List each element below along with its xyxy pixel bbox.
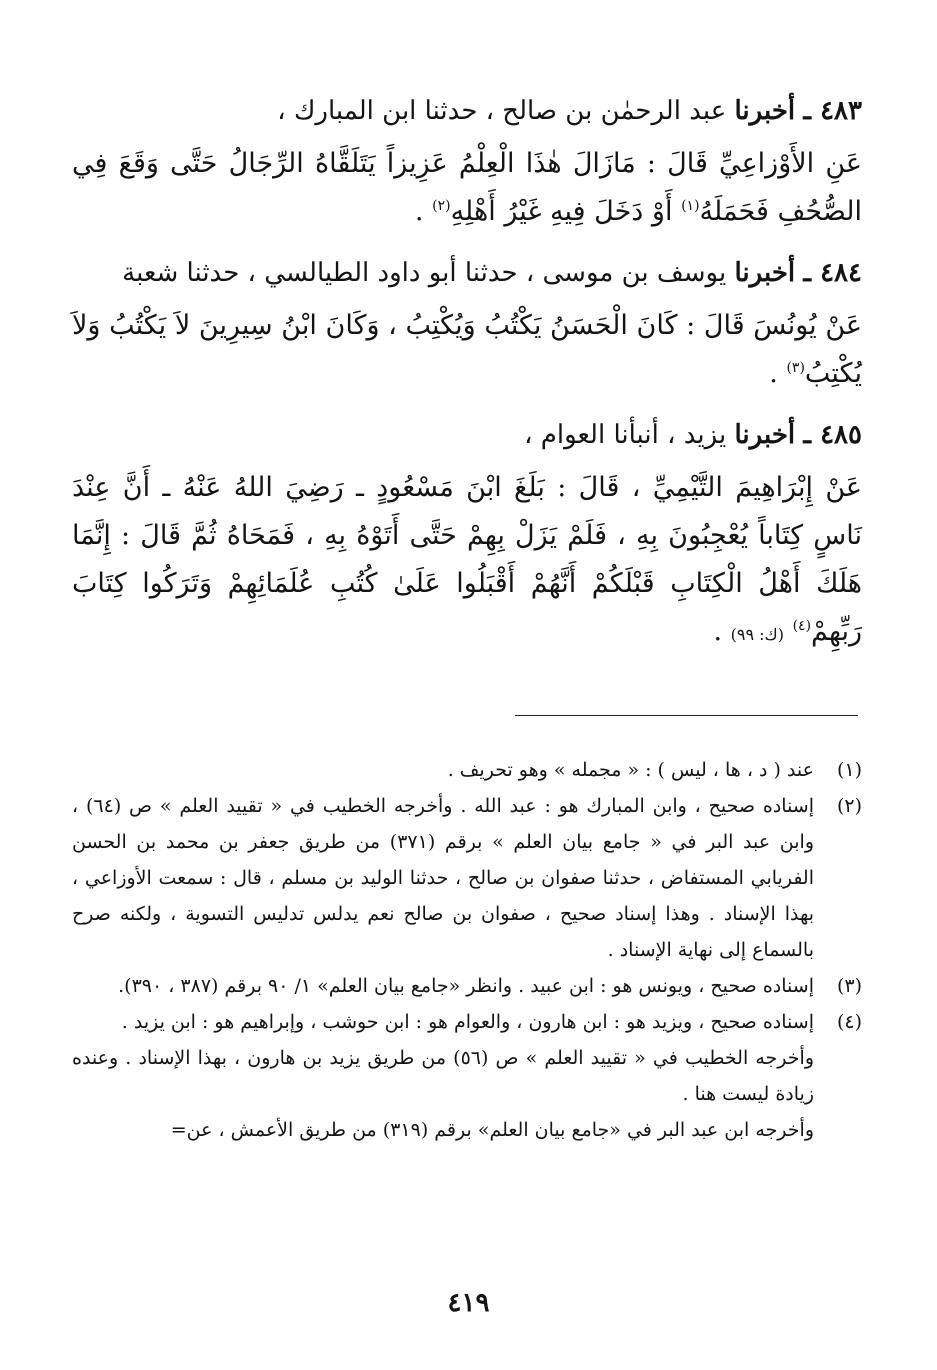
- footnote-text: عند ( د ، ها ، ليس ) : « مجمله » وهو تحريف .: [447, 759, 814, 781]
- matn: [72, 464, 862, 659]
- isnad: [72, 250, 862, 296]
- isnad-text: يزيد ، أنبأنا العوام ،: [524, 420, 727, 450]
- footnotes: [72, 752, 862, 1148]
- hadith-483: [72, 88, 862, 236]
- akhbarana-label: أخبرنا: [734, 258, 796, 288]
- footnote-2: [72, 788, 862, 968]
- akhbarana-label: أخبرنا: [734, 96, 796, 126]
- footnote-number: (٣): [836, 975, 862, 997]
- page-number: ٤١٩: [447, 1288, 490, 1318]
- matn: [72, 140, 862, 236]
- footnote-divider: [515, 715, 858, 716]
- footnote-text: وأخرجه ابن عبد البر في «جامع بيان العلم» برقم (٣١٩) من طريق الأعمش ، عن=: [170, 1119, 814, 1141]
- footnote-number: (٢): [836, 795, 862, 817]
- akhbarana-label: أخبرنا: [734, 420, 796, 450]
- isnad-text: عبد الرحمٰن بن صالح ، حدثنا ابن المبارك ،: [277, 96, 727, 126]
- footnote-marker[interactable]: (٣): [786, 360, 805, 376]
- matn-end: .: [769, 358, 778, 389]
- matn-text: عَنْ يُونُسَ قَالَ : كَانَ الْحَسَنُ يَكْتُبُ وَيُكْتِبُ ، وَكَانَ ابْنُ سِيرِينَ لاَ يَكْتُبُ وَلاَ يُكْتِبُ: [72, 310, 862, 389]
- footnote-marker[interactable]: (١): [681, 198, 700, 214]
- isnad: [72, 412, 862, 458]
- footnote-number: (١): [836, 759, 862, 781]
- hadith-number: ٤٨٥ ـ: [803, 420, 862, 450]
- footnote-text: إسناده صحيح ، وابن المبارك هو : عبد الله . وأخرجه الخطيب في « تقييد العلم » ص (٦٤) ، وابن عبد البر في « جامع بيان العلم » برقم (٣٧١) من طريق جعفر بن محمد بن الحسن الفريابي المستفاض ، حدثنا صفوان بن صالح ، حدثنا الوليد بن مسلم ، قال : سمعت الأوزاعي ، بهذا الإسناد . وهذا إسناد صحيح ، صفوان بن صالح نعم يدلس تدليس التسوية ، ولكنه صرح بالسماع إلى نهاية الإسناد .: [72, 795, 814, 961]
- matn-end: .: [713, 616, 723, 647]
- footnote-text: وأخرجه الخطيب في « تقييد العلم » ص (٥٦) من طريق يزيد بن هارون ، بهذا الإسناد . وعنده زيادة ليست هنا .: [72, 1047, 814, 1105]
- footnote-number: (٤): [836, 1011, 862, 1033]
- matn-end: .: [414, 196, 424, 227]
- matn-text: أَوْ دَخَلَ فِيهِ غَيْرُ أَهْلِهِ: [450, 196, 673, 227]
- footnote-3: [72, 968, 862, 1004]
- matn-text: عَنْ إِبْرَاهِيمَ التَّيْمِيِّ ، قَالَ : بَلَغَ ابْنَ مَسْعُودٍ ـ رَضِيَ اللهُ عَنْهُ ـ أَنَّ عِنْدَ نَاسٍ كِتَاباً يُعْجِبُونَ بِهِ ، فَلَمْ يَزَلْ بِهِمْ حَتَّى أَتَوْهُ بِهِ ، فَمَحَاهُ ثُمَّ قَالَ : إِنَّمَا هَلَكَ أَهْلُ الْكِتَابِ قَبْلَكُمْ أَنَّهُمْ أَقْبَلُوا عَلَىٰ كُتُبِ عُلَمَائِهِمْ وَتَرَكُوا كِتَابَ رَبِّهِمْ: [72, 472, 862, 647]
- matn-text: عَنِ الأَوْزاعِيِّ قَالَ : مَازَالَ هٰذَا الْعِلْمُ عَزِيزاً يَتَلَقَّاهُ الرِّجَالُ حَتَّى وَقَعَ فِي الصُّحُفِ فَحَمَلَهُ: [72, 148, 862, 227]
- footnote-4: [72, 1004, 862, 1148]
- footnote-marker[interactable]: (٢): [432, 198, 451, 214]
- hadith-485: [72, 412, 862, 659]
- footnote-text: إسناده صحيح ، ويونس هو : ابن عبيد . وانظر «جامع بيان العلم» ١/ ٩٠ برقم (٣٨٧ ، ٣٩٠).: [118, 975, 814, 997]
- hadith-number: ٤٨٤ ـ: [803, 258, 862, 288]
- matn: [72, 302, 862, 398]
- footnote-1: [72, 752, 862, 788]
- hadith-484: [72, 250, 862, 398]
- source-reference: (ك: ٩٩): [730, 625, 784, 644]
- hadith-number: ٤٨٣ ـ: [803, 96, 862, 126]
- footnote-marker[interactable]: (٤): [792, 618, 812, 634]
- main-text: [72, 88, 862, 673]
- footnote-text: إسناده صحيح ، ويزيد هو : ابن هارون ، والعوام هو : ابن حوشب ، وإبراهيم هو : ابن يزيد .: [121, 1011, 814, 1033]
- isnad-text: يوسف بن موسى ، حدثنا أبو داود الطيالسي ، حدثنا شعبة: [122, 258, 727, 288]
- isnad: [72, 88, 862, 134]
